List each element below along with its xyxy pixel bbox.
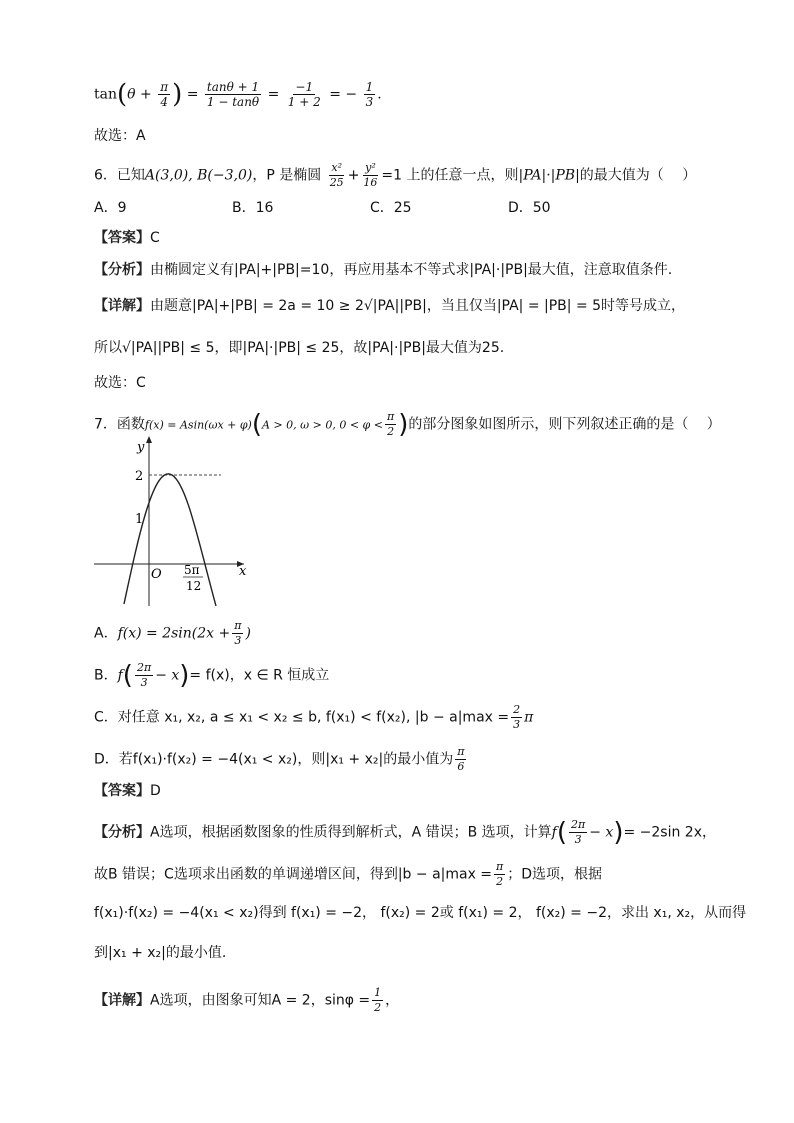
frac-num: y² — [365, 161, 376, 174]
frac-num: tanθ + 1 — [206, 80, 260, 94]
answer-tag: 【答案】 — [94, 783, 150, 799]
option-label: B． — [94, 667, 118, 684]
q7-detail: 【详解】A选项，由图象可知A = 2，sinφ = $\frac{1}{2}$ ， — [94, 986, 400, 1014]
y-axis-label: y — [137, 440, 145, 455]
frac-y2-16 — [361, 161, 379, 190]
option-text: f(x) = 2sin(2x + — [117, 625, 231, 642]
y-tick-2: 2 — [135, 469, 144, 484]
frac-tan — [205, 80, 261, 109]
q7-prefix: 7．函数 — [94, 416, 145, 433]
analysis-tag: 【分析】 — [94, 262, 150, 278]
q6-after: =1 上的任意一点，则 — [381, 167, 519, 184]
frac-den: 6 — [457, 760, 465, 773]
tick-12: 12 — [186, 579, 202, 593]
frac-minus1 — [286, 80, 323, 109]
frac-num: 1 — [365, 80, 374, 94]
analysis-tag: 【分析】 — [94, 824, 150, 841]
frac-pi-4 — [158, 80, 170, 109]
frac-num: −1 — [295, 80, 314, 94]
q7-analysis-3: f(x₁)·f(x₂) = −4(x₁ < x₂)得到 f(x₁) = −2， f(x₂) = 2或 f(x₁) = 2， f(x₂) = −2，求出 x₁, x₂，从而得 — [94, 905, 747, 921]
q7-stem: 7．函数f(x) = Asin(ωx + φ)(A > 0, ω > 0, 0 < φ < $\frac{\pi}{2}$ )的部分图象如图所示，则下列叙述正确的是（ ） — [94, 409, 721, 440]
frac-num: 2 — [513, 703, 521, 716]
frac-x2-25 — [328, 161, 346, 190]
q7-analysis-2 — [94, 860, 602, 889]
analysis-text: A选项，根据函数图象的性质得到解析式，A 错误；B 选项，计算 — [150, 824, 552, 841]
q6-mid: ，P 是椭圆 — [252, 167, 322, 184]
frac-num: x² — [331, 161, 342, 174]
frac-num: 1 — [374, 986, 382, 999]
sine-graph — [94, 434, 254, 612]
frac-pi-3 — [232, 619, 243, 648]
frac-2pi-3 — [135, 661, 153, 690]
q7-answer — [94, 781, 161, 801]
paren-close: ) — [172, 79, 183, 110]
frac-den: 2 — [374, 1001, 382, 1014]
q6-option-c: C．25 — [370, 200, 412, 216]
q6-option-b: B．16 — [232, 200, 274, 216]
q7-option-c: C．对任意 x₁, x₂, a ≤ x₁ < x₂ ≤ b, f(x₁) < f(x₂), |b − a|max = $\frac{2}{3}$ π — [94, 703, 534, 731]
q7-option-b: B．f( $\frac{2\pi}{3}$ − x)= f(x)，x ∈ R 恒成立 — [94, 660, 330, 691]
frac-num: π — [234, 619, 242, 632]
y-axis-arrow — [146, 436, 152, 443]
frac-den: 4 — [160, 95, 168, 109]
frac-den: 2 — [496, 875, 504, 888]
frac-den: 16 — [363, 176, 378, 189]
q6-stem: 6．已知A(3,0), B(−3,0)，P 是椭圆 $\frac{\text{x²}}{25}$ + $\frac{\text{y²}}{16}$ =1 上的任意一点，则|PA|·|PB|的最大值为（ ） — [94, 161, 697, 189]
q7-func: f(x) = Asin(ωx + φ) — [144, 418, 252, 432]
q7-option-d — [94, 745, 468, 774]
frac-den: 25 — [329, 176, 344, 189]
frac-den: 2 — [387, 425, 395, 438]
frac-num: π — [457, 745, 465, 758]
frac-num: π — [496, 860, 504, 873]
frac-num: 2π — [136, 661, 152, 674]
tan-label: tan — [94, 86, 117, 103]
analysis-text-b: ；D选项，根据 — [507, 866, 603, 883]
q6-end: 的最大值为（ ） — [579, 167, 697, 184]
frac-num: 2π — [571, 818, 586, 831]
frac-pi-2 — [385, 410, 396, 439]
analysis-text: 由椭圆定义有|PA|+|PB|=10，再应用基本不等式求|PA|·|PB|最大值，注意取值条件. — [150, 262, 673, 278]
y-tick-1: 1 — [135, 512, 144, 527]
detail-tag: 【详解】 — [94, 992, 150, 1009]
frac-den: 3 — [234, 634, 242, 647]
q6-detail-1 — [94, 296, 685, 316]
frac-1-2 — [372, 986, 383, 1015]
detail-tag: 【详解】 — [94, 298, 150, 314]
frac-num: π — [386, 410, 395, 423]
top-equation: tan(θ + $\frac{\pi}{4}$ ) = $\frac{\tan\theta + 1}{1 - \tan\theta}$ = $\frac{-1}{1 + 2}$ = − $\frac{1}{3}$ . — [94, 79, 382, 110]
q7-analysis-4: 到|x₁ + x₂|的最小值. — [94, 945, 227, 961]
tan-arg: θ + — [127, 86, 152, 103]
frac-third — [364, 80, 376, 109]
answer-tag: 【答案】 — [94, 230, 150, 246]
frac-den: 1 + 2 — [287, 95, 321, 109]
frac-2pi-3b — [569, 818, 587, 847]
option-text: C．对任意 x₁, x₂, a ≤ x₁ < x₂ ≤ b, f(x₁) < f(x₂), |b − a|max = — [94, 709, 510, 726]
analysis-text: 故B 错误；C选项求出函数的单调递增区间，得到|b − a|max = — [94, 866, 493, 883]
frac-den: 1 − tanθ — [206, 95, 260, 109]
option-text: = f(x)，x ∈ R 恒成立 — [189, 667, 330, 684]
option-text: f(x₁)·f(x₂) = −4(x₁ < x₂)，则|x₁ + x₂|的最小值为 — [132, 751, 454, 768]
q7-analysis-1: 【分析】A选项，根据函数图象的性质得到解析式，A 错误；B 选项，计算f( $\frac{2\pi}{3}$ − x)= −2sin 2x， — [94, 817, 717, 848]
paren-open: ( — [117, 79, 128, 110]
q7-cond: A > 0, ω > 0, 0 < φ < — [262, 418, 383, 432]
tick-5pi: 5π — [184, 563, 200, 577]
frac-den: 3 — [140, 676, 148, 689]
q7-option-a: A．f(x) = 2sin(2x + $\frac{\pi}{3}$ ) — [94, 619, 251, 647]
q6-choose: 故选：C — [94, 375, 146, 391]
frac-pi-2b — [494, 860, 505, 889]
q6-prefix: 6．已知 — [94, 167, 145, 184]
detail-text: A选项，由图象可知A = 2，sinφ = — [150, 992, 371, 1009]
option-label: A． — [94, 625, 118, 642]
option-label: D．若 — [94, 751, 133, 768]
frac-den: 3 — [574, 833, 582, 846]
frac-den: 3 — [513, 718, 521, 731]
detail-text: 由题意|PA|+|PB| = 2a = 10 ≥ 2√|PA||PB|，当且仅当|PA| = |PB| = 5时等号成立， — [150, 298, 686, 314]
q6-answer — [94, 228, 160, 248]
q6-detail-2: 所以√|PA||PB| ≤ 5，即|PA|·|PB| ≤ 25，故|PA|·|PB|最大值为25. — [94, 340, 505, 356]
q6-option-d: D．50 — [508, 200, 551, 216]
x-axis-label: x — [239, 564, 247, 579]
frac-pi-6 — [455, 745, 466, 774]
q6-analysis — [94, 260, 672, 280]
origin-label: O — [151, 567, 162, 582]
frac-den: 3 — [365, 95, 374, 109]
q6-points: A(3,0), B(−3,0) — [144, 167, 253, 184]
frac-2-3 — [511, 703, 522, 732]
choose-a: 故选：A — [94, 128, 146, 144]
answer-value: D — [150, 783, 161, 799]
frac-num: π — [160, 80, 169, 94]
answer-value: C — [150, 230, 160, 246]
analysis-text-b: = −2sin 2x， — [623, 824, 717, 841]
q6-option-a: A．9 — [94, 200, 127, 216]
sine-curve — [124, 474, 216, 606]
q7-end: 的部分图象如图所示，则下列叙述正确的是（ ） — [408, 416, 721, 433]
